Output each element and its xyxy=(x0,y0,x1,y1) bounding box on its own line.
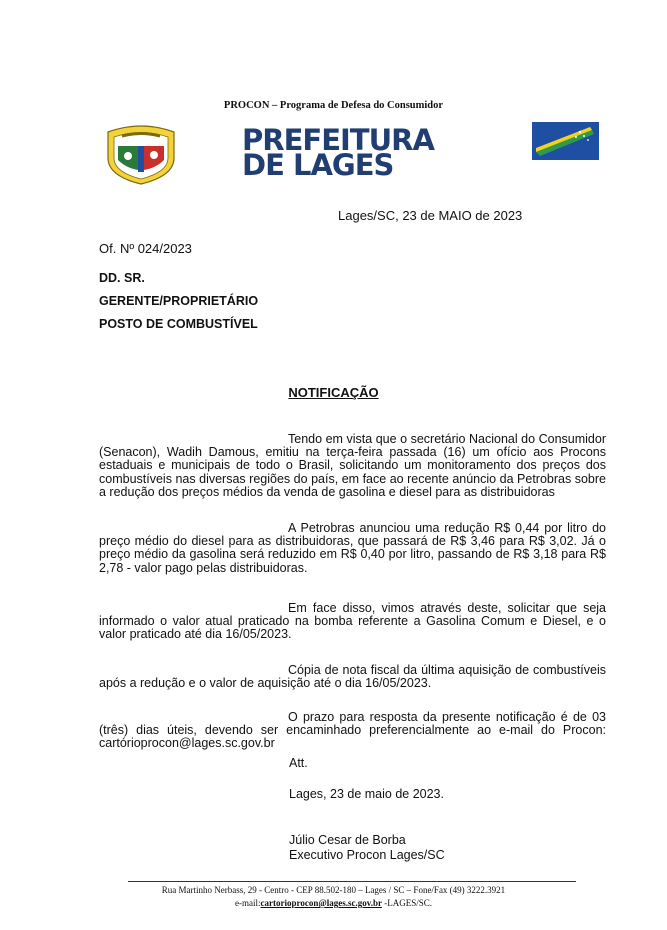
brand-wordmark xyxy=(242,123,434,182)
date-place: Lages/SC, 23 de MAIO de 2023 xyxy=(338,208,523,223)
body-paragraph: Em face disso, vimos através deste, solicitar que seja informado o valor atual praticado na bomba referente a Gasolina Comum e Diesel, e o valor praticado até dia 16/05/2023. xyxy=(99,601,606,642)
addressee-line: DD. SR. xyxy=(99,271,145,285)
footer-email-line: e-mail:cartorioprocon@lages.sc.gov.br -LAGES/SC. xyxy=(235,898,432,908)
brand-line-2: DE LAGES xyxy=(242,148,394,182)
footer-divider xyxy=(128,881,576,882)
body-paragraph: Cópia de nota fiscal da última aquisição de combustíveis após a redução e o valor de aquisição até o dia 16/05/2023. xyxy=(99,663,606,691)
brand-line-1: PREFEITURA xyxy=(242,123,434,157)
org-line: PROCON – Programa de Defesa do Consumidor xyxy=(223,100,444,111)
body-paragraph: A Petrobras anunciou uma redução R$ 0,44 por litro do preço médio do diesel para as distribuidoras, que passará de R$ 3,46 para R$ 3,02. Já o preço médio da gasolina será reduzido em R$ 0,40 por litro, passando de R$ 3,18 para R$ 2,78 - valor pago pelas distribuidoras. xyxy=(99,521,606,575)
body-paragraph: O prazo para resposta da presente notificação é de 03 (três) dias úteis, devendo ser encaminhado preferencialmente ao e-mail do Procon: cartórioprocon@lages.sc.gov.br xyxy=(99,710,606,751)
body-paragraph: Tendo em vista que o secretário Nacional do Consumidor (Senacon), Wadih Damous, emitiu na terça-feira passada (16) um ofício aos Procons estaduais e municipais de todo o Brasil, solicitando um monitoramento dos preços dos combustíveis nas diversas regiões do país, em face ao recente anúncio da Petrobras sobre a redução dos preços médios da venda de gasolina e diesel para as distribuidoras xyxy=(99,432,606,499)
signer-role: Executivo Procon Lages/SC xyxy=(289,848,445,862)
state-flag-icon xyxy=(532,122,599,160)
signature-date: Lages, 23 de maio de 2023. xyxy=(289,787,444,801)
signer-name: Júlio Cesar de Borba xyxy=(289,833,406,847)
addressee-line: POSTO DE COMBUSTÍVEL xyxy=(99,317,258,331)
municipal-crest-icon xyxy=(104,124,178,186)
footer-email-link[interactable]: cartorioprocon@lages.sc.gov.br xyxy=(260,898,382,908)
closing: Att. xyxy=(289,756,308,770)
notice-title: NOTIFICAÇÃO xyxy=(288,385,379,400)
footer-address: Rua Martinho Nerbass, 29 - Centro - CEP 88.502-180 – Lages / SC – Fone/Fax (49) 3222.3921 xyxy=(161,885,506,895)
addressee-line: GERENTE/PROPRIETÁRIO xyxy=(99,294,259,308)
office-number: Of. Nº 024/2023 xyxy=(99,241,192,256)
